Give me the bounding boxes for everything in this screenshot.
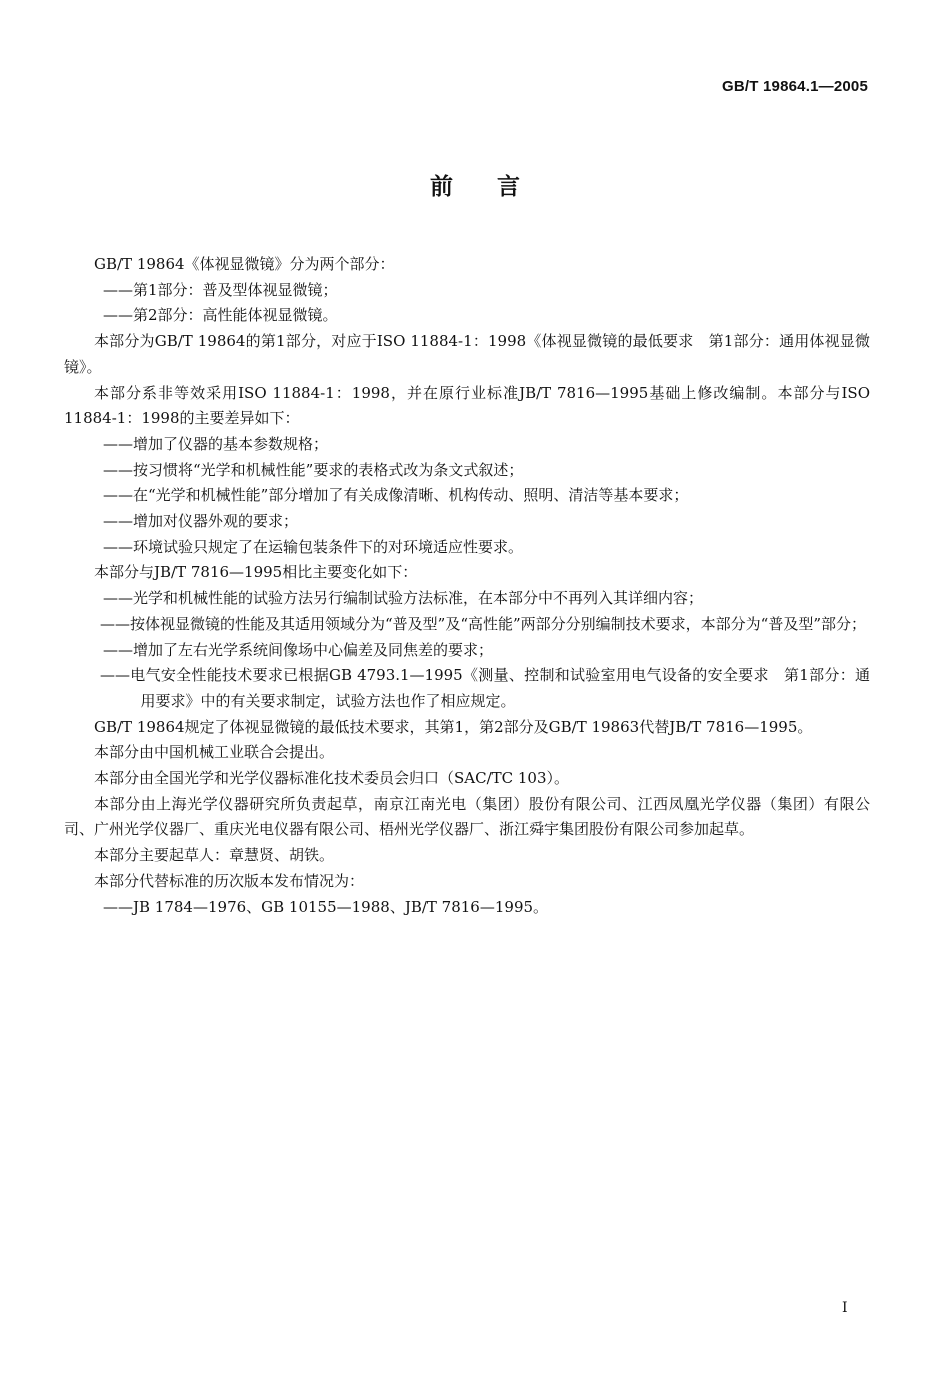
dash-item: ——第1部分：普及型体视显微镜；	[103, 280, 338, 299]
paragraph: 本部分系非等效采用ISO 11884-1：1998，并在原行业标准JB/T 7816—1995基础上修改编制。本部分与ISO 11884-1：1998的主要差异如下：	[64, 383, 870, 428]
paragraph: 本部分由中国机械工业联合会提出。	[94, 743, 335, 762]
foreword-body	[64, 252, 870, 920]
page-title: 前言	[430, 174, 564, 200]
paragraph: 本部分由全国光学和光学仪器标准化技术委员会归口（SAC/TC 103）。	[94, 769, 570, 788]
paragraph: 本部分主要起草人：章慧贤、胡铁。	[94, 846, 335, 865]
paragraph: 本部分与JB/T 7816—1995相比主要变化如下：	[94, 563, 418, 582]
dash-item: ——按习惯将“光学和机械性能”要求的表格式改为条文式叙述；	[103, 460, 524, 479]
paragraph: 本部分代替标准的历次版本发布情况为：	[94, 871, 365, 890]
paragraph: 本部分为GB/T 19864的第1部分，对应于ISO 11884-1：1998《体视显微镜的最低要求 第1部分：通用体视显微镜》。	[64, 332, 870, 376]
dash-item: ——JB 1784—1976、GB 10155—1988、JB/T 7816—1995。	[103, 897, 549, 916]
dash-item: ——在“光学和机械性能”部分增加了有关成像清晰、机构传动、照明、清洁等基本要求；	[103, 486, 689, 505]
dash-item: ——增加了仪器的基本参数规格；	[103, 434, 329, 453]
dash-item: ——光学和机械性能的试验方法另行编制试验方法标准，在本部分中不再列入其详细内容；	[103, 589, 704, 608]
dash-item: ——环境试验只规定了在运输包装条件下的对环境适应性要求。	[103, 537, 524, 556]
dash-item: ——第2部分：高性能体视显微镜。	[103, 306, 338, 325]
dash-item: ——增加了左右光学系统间像场中心偏差及同焦差的要求；	[103, 640, 494, 659]
paragraph: GB/T 19864规定了体视显微镜的最低技术要求，其第1，第2部分及GB/T 19863代替JB/T 7816—1995。	[94, 717, 813, 736]
dash-item: ——增加对仪器外观的要求；	[103, 512, 299, 531]
dash-item: ——按体视显微镜的性能及其适用领域分为“普及型”及“高性能”两部分分别编制技术要求，本部分为“普及型”部分；	[100, 614, 867, 633]
dash-item: ——电气安全性能技术要求已根据GB 4793.1—1995《测量、控制和试验室用电气设备的安全要求 第1部分：通用要求》中的有关要求制定，试验方法也作了相应规定。	[100, 666, 870, 710]
paragraph: GB/T 19864《体视显微镜》分为两个部分：	[94, 255, 395, 273]
document-number: GB/T 19864.1—2005	[722, 78, 868, 95]
page-number: I	[842, 1300, 848, 1316]
paragraph: 本部分由上海光学仪器研究所负责起草，南京江南光电（集团）股份有限公司、江西凤凰光学仪器（集团）有限公司、广州光学仪器厂、重庆光电仪器有限公司、梧州光学仪器厂、浙江舜宇集团股份有限公司参加起草。	[64, 794, 870, 839]
